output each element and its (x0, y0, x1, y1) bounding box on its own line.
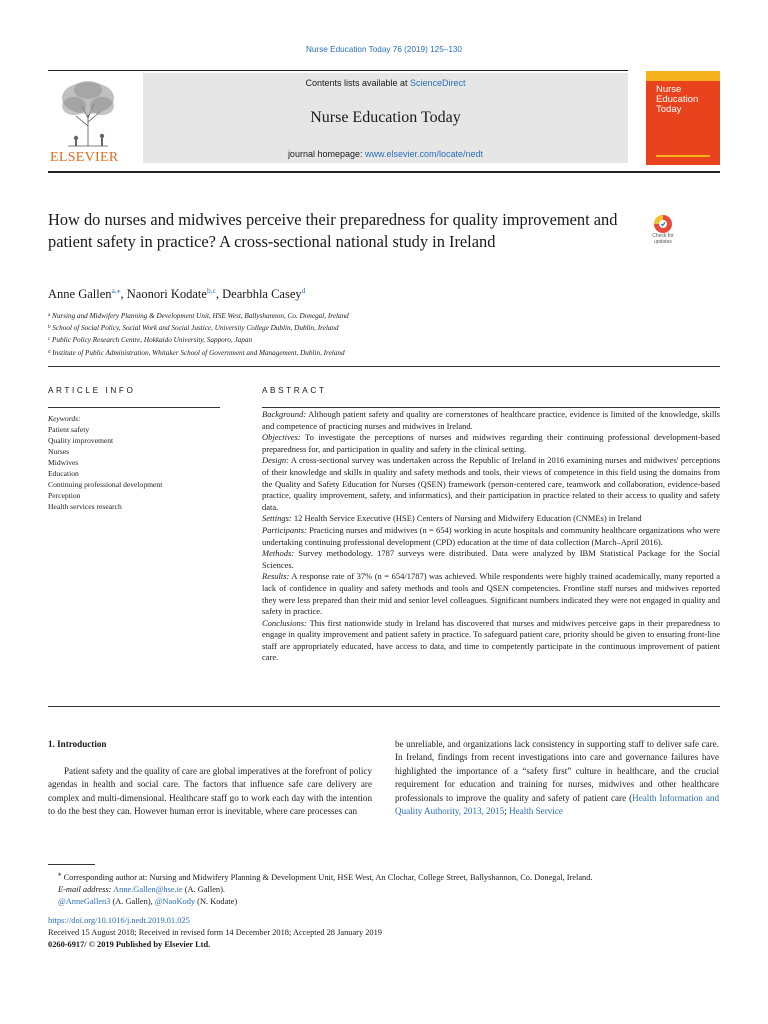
abstract-end-rule (48, 706, 720, 707)
keyword-item: Nurses (48, 447, 70, 456)
keyword-item: Quality improvement (48, 436, 114, 445)
author-name[interactable]: Dearbhla Casey (222, 287, 302, 301)
body-column-right: be unreliable, and organizations lack consistency in supporting staff to deliver safe care. In Ireland, findings from recent investigations into care and governance failures have highlighted the importance of a “safety first” culture in healthcare, and the crucial requirement for education and training for nurses, midwives and other healthcare professionals to improve the quality and safety of patient care (Health Information and Quality Authority, 2013, 2015; Health Service (395, 739, 719, 817)
abstract-section: Participants: Practicing nurses and midwives (n = 654) working in acute hospitals and community healthcare organizations who were undertaking continuing professional development (CPD) education at the time of data collection (March–April 2016). (262, 524, 720, 547)
author-affiliation-marker[interactable]: a,⁎ (111, 286, 121, 295)
abstract-heading: ABSTRACT (262, 386, 327, 395)
keywords-heading: Keywords: (48, 414, 81, 423)
twitter-link[interactable]: @NaoKody (154, 896, 196, 906)
elsevier-wordmark: ELSEVIER (50, 150, 119, 165)
body-column-left (48, 738, 372, 818)
body-paragraph: Patient safety and the quality of care are global imperatives at the forefront of policy agendas in health and social care. The factors that influence safe care delivery are complex and multi-dimensional. Healthcare staff go to work each day with the intention to do the best they can. However human error is inevitable, where care processes can (48, 765, 372, 817)
copyright-line: 0260-6917/ © 2019 Published by Elsevier Ltd. (48, 940, 211, 949)
body-paragraph: be unreliable, and organizations lack consistency in supporting staff to deliver safe care. In Ireland, findings from recent investigations into care and governance failures have highlighted the importance of a “safety first” culture in healthcare, and the crucial requirement for education and training for nurses, midwives and other healthcare professionals to improve the quality and safety of patient care ( (395, 739, 719, 803)
check-updates-icon (645, 213, 681, 235)
abstract-section: Results: A response rate of 37% (n = 654/1787) was achieved. While respondents were highly trained academically, many reported a lack of confidence in quality and safety methods and tools and QSEN competencies. Frontline staff nurses and midwives reported they were less prepared than their mid and senior level colleagues. Significant numbers indicated they were not engaged in quality and safety in practice. (262, 571, 720, 617)
email-note: E-mail address: Anne.Gallen@hse.ie (A. Gallen). (58, 884, 225, 894)
cover-stripe (656, 155, 710, 157)
abstract-section: Conclusions: This first nationwide study in Ireland has discovered that nurses and midwives perceive gaps in their preparedness to engage in quality improvement and patient safety in practice. To safeguard patient care, priority should be given to ensuring front-line staff are appropriately educated, have access to data, and time to competently participate in the continuous improvement of patient care. (262, 617, 720, 663)
keywords-list (48, 413, 238, 512)
abstract-section: Design: A cross-sectional survey was undertaken across the Republic of Ireland in 2016 examining nurses and midwives' perceptions of their knowledge and skills in quality and safety methods and tools, their views of competence in this field using the domains from the Quality and Safety Education for Nurses (QSEN) framework (person-centered care, teamwork and collaboration, evidence-based practice, quality improvement, safety, and informatics), and their participation in practice related to their access to quality and safety data. (262, 455, 720, 512)
author-list: Anne Gallen$^{a,⁎}$, Naonori Kodate$^{b,c}$, Dearbhla Casey$^d$ (48, 286, 306, 301)
author-affiliation-marker[interactable]: b,c (206, 286, 216, 295)
article-title: How do nurses and midwives perceive their preparedness for quality improvement and patient safety in practice? A cross-sectional national study in Ireland (48, 210, 618, 251)
reference-link[interactable]: Health Service (509, 806, 563, 817)
twitter-note: @AnneGallen3 (A. Gallen), @NaoKody (N. Kodate) (58, 896, 238, 906)
affiliation-item: $^c$ Public Policy Research Centre, Hokkaido University, Sapporo, Japan (48, 336, 253, 345)
article-info-heading: ARTICLE INFO (48, 386, 136, 395)
keyword-item: Continuing professional development (48, 480, 163, 489)
received-dates: Received 15 August 2018; Received in revised form 14 December 2018; Accepted 28 January 2019 (48, 928, 382, 937)
affiliation-item: $^b$ School of Social Policy, Social Work and Social Justice, University College Dublin, Dublin, Ireland (48, 324, 339, 333)
author-name[interactable]: Naonori Kodate (126, 287, 207, 301)
abstract-section: Background: Although patient safety and quality are cornerstones of healthcare practice, evidence is limited of the knowledge, skills and competence of practicing nurses and midwives in Ireland. (262, 409, 720, 431)
doi-link[interactable]: https://doi.org/10.1016/j.nedt.2019.01.025 (48, 916, 190, 925)
keyword-item: Education (48, 469, 79, 478)
journal-cover-thumbnail[interactable] (646, 71, 720, 165)
journal-title: Nurse Education Today (310, 109, 461, 126)
author-name[interactable]: Anne Gallen (48, 287, 112, 301)
journal-banner (143, 73, 628, 163)
affiliation-item: $^d$ Institute of Public Administration, Whitaker School of Government and Management, Dublin, Ireland (48, 348, 345, 357)
keyword-item: Patient safety (48, 425, 90, 434)
footnotes (58, 868, 720, 908)
footnote-rule (48, 864, 95, 865)
publication-info (48, 915, 710, 951)
keyword-item: Midwives (48, 458, 79, 467)
header-rule-bottom (48, 171, 720, 173)
author-affiliation-marker[interactable]: d (301, 286, 306, 295)
keyword-item: Health services research (48, 502, 122, 511)
email-link[interactable]: Anne.Gallen@hse.ie (113, 884, 183, 894)
corresponding-author-note: ⁎ Corresponding author at: Nursing and Midwifery Planning & Development Unit, HSE West, An Clochar, College Street, Ballyshannon, Co. Donegal, Ireland. (58, 870, 593, 882)
affiliation-list (48, 310, 648, 359)
contents-line: Contents lists available at ScienceDirect (305, 78, 466, 88)
section-rule (48, 366, 720, 367)
abstract-body (262, 409, 720, 664)
cover-band (646, 71, 720, 81)
check-for-updates-badge[interactable] (645, 213, 681, 249)
reference-link[interactable]: Health Information and Quality Authority, 2013, 2015 (395, 792, 719, 817)
cover-title: Nurse Education Today (656, 84, 699, 115)
badge-text: Check for updates (652, 233, 674, 245)
keyword-item: Perception (48, 491, 81, 500)
abstract-rule (262, 407, 720, 408)
abstract-section: Objectives: To investigate the perceptions of nurses and midwives regarding their continuing professional development-based preparedness for, and participation in quality and safety in the clinical setting. (262, 432, 720, 454)
sciencedirect-link[interactable]: ScienceDirect (410, 78, 466, 88)
affiliation-item: $^a$ Nursing and Midwifery Planning & Development Unit, HSE West, Ballyshannon, Co. Donegal, Ireland (48, 312, 349, 320)
twitter-link[interactable]: @AnneGallen3 (58, 896, 111, 906)
header-rule-top (48, 70, 628, 71)
journal-homepage: journal homepage: www.elsevier.com/locate/nedt (287, 149, 484, 159)
abstract-section: Settings: 12 Health Service Executive (HSE) Centers of Nursing and Midwifery Education (CNMEs) in Ireland (262, 513, 642, 524)
abstract-section: Methods: Survey methodology. 1787 surveys were distributed. Data were analyzed by IBM Statistical Package for the Social Sciences. (262, 548, 720, 570)
elsevier-tree-icon (48, 76, 128, 148)
homepage-link[interactable]: www.elsevier.com/locate/nedt (365, 149, 484, 159)
elsevier-logo[interactable] (48, 76, 128, 166)
keywords-rule (48, 407, 220, 408)
journal-citation[interactable]: Nurse Education Today 76 (2019) 125–130 (306, 45, 462, 54)
section-heading: 1. Introduction (48, 739, 107, 749)
